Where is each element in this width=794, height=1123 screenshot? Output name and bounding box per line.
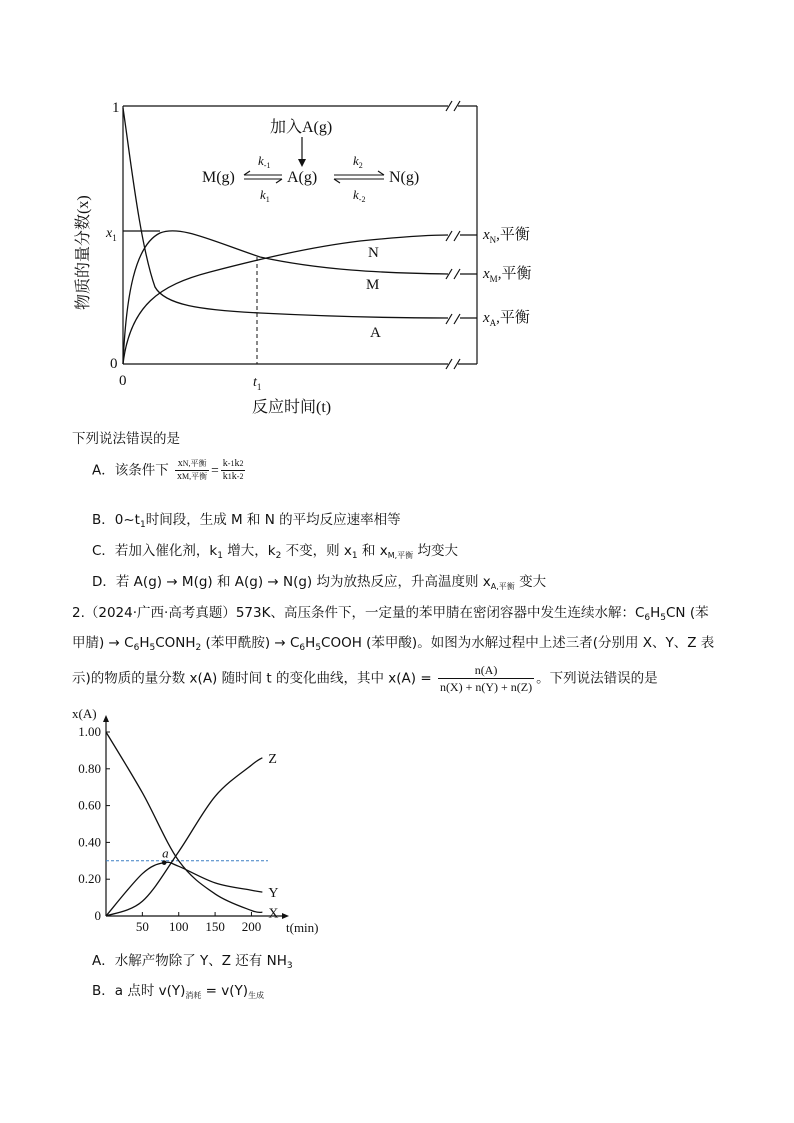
point-a bbox=[162, 860, 167, 865]
q2-line-1: 2.（2024·广西·高考真题）573K、高压条件下，一定量的苯甲腈在密闭容器中发生连续水解：$C_6H_5CN$ (苯 bbox=[72, 605, 709, 623]
svg-text:k1: $k_1$ bbox=[260, 187, 270, 204]
fig1-eq-N: $x_N$,平衡 bbox=[483, 227, 530, 245]
q2-line-2: 甲腈) → $C_6H_5CONH_2$ (苯甲酰胺) → $C_6H_5COOH$ (苯甲酸)。如图为水解过程中上述三者(分别用 X、Y、Z 表 bbox=[72, 635, 715, 653]
svg-text:k-1: $k_{-1}$ bbox=[258, 153, 271, 170]
q1-option-b[interactable]: B．$0\sim t_1$时间段，生成 M 和 N 的平均反应速率相等 bbox=[92, 512, 401, 530]
fig1-label-M: M bbox=[366, 277, 380, 293]
x-tick-label: 50 bbox=[135, 919, 149, 934]
y-tick-label: 0.20 bbox=[78, 871, 101, 887]
series-X bbox=[106, 732, 262, 912]
x-axis-arrow bbox=[282, 913, 289, 919]
y-tick-label: 1.00 bbox=[78, 724, 101, 739]
series-label-Z: Z bbox=[268, 751, 277, 767]
fig1-curve-N bbox=[123, 235, 448, 364]
q1-prompt: 下列说法错误的是 bbox=[72, 431, 180, 447]
svg-text:k-2: $k_{-2}$ bbox=[353, 187, 366, 204]
fig1-label-N: N bbox=[368, 245, 379, 261]
y-axis-arrow bbox=[103, 715, 109, 722]
fig1-x-label: 反应时间(t) bbox=[252, 399, 332, 416]
fig1-equilibrium-arrow-right bbox=[334, 171, 384, 183]
fig1-label-A: A bbox=[370, 325, 381, 341]
series-label-Y: Y bbox=[268, 886, 279, 902]
series-Z bbox=[106, 758, 262, 916]
fig1-equilibrium-arrow-left bbox=[244, 171, 282, 183]
fig1-eq-A: $x_A$,平衡 bbox=[483, 310, 530, 328]
y-tick-label: 0.80 bbox=[78, 760, 101, 776]
fig1-x-zero: 0 bbox=[119, 373, 127, 389]
series-label-X: X bbox=[268, 906, 279, 922]
fig1-add-A: 加入A(g) bbox=[270, 119, 333, 136]
y-tick-label: 0.40 bbox=[78, 834, 101, 850]
x-tick-label: 100 bbox=[168, 919, 189, 934]
q2-option-b[interactable]: B．a 点时 $v(Y)_{消耗} = v(Y)_{生成}$ bbox=[92, 983, 265, 1000]
fig1-axis-breaks bbox=[446, 101, 460, 369]
q1-option-a[interactable]: A．该条件下 $\frac{\text{xN,平衡}}{\text{xM,平衡}}$ = $\frac{k-1k2}{k1k-2}$ bbox=[92, 458, 244, 482]
svg-text:k2: $k_2$ bbox=[353, 153, 363, 170]
fig1-eq-M: $x_M$,平衡 bbox=[483, 266, 532, 284]
x-tick-label: 200 bbox=[241, 919, 262, 934]
q1-option-c[interactable]: C．若加入催化剂，$k_1$ 增大，$k_2$ 不变，则 $x_1$ 和 $x_{M,平衡}$ 均变大 bbox=[92, 543, 458, 561]
figure-2-chart bbox=[70, 705, 330, 940]
fig1-curve-M bbox=[123, 231, 448, 364]
figure-1-chart bbox=[60, 95, 560, 425]
point-a-label: a bbox=[162, 845, 169, 861]
fig1-mech-N: N(g) bbox=[389, 169, 420, 186]
y-tick-label: 0.60 bbox=[78, 797, 101, 813]
fig1-t1-label: $t_1$ bbox=[253, 375, 262, 392]
q1-option-d[interactable]: D．若 A(g) → M(g) 和 A(g) → N(g) 均为放热反应，升高温度则 $x_{A,平衡}$ 变大 bbox=[92, 574, 547, 591]
series-Y bbox=[106, 862, 262, 916]
x-tick-label: 150 bbox=[205, 919, 225, 934]
fig1-x1-label: $x_1$ bbox=[106, 226, 117, 243]
fig1-y-label: 物质的量分数(x) bbox=[75, 195, 92, 310]
q2-option-a[interactable]: A．水解产物除了 Y、Z 还有 $NH_3$ bbox=[92, 953, 293, 971]
fig1-y-zero: 0 bbox=[110, 356, 118, 372]
q2-line-3: 示)的物质的量分数 x(A) 随时间 t 的变化曲线，其中 x(A) = $\frac{n(A)}{n(X) + n(Y) + n(Z)}$ 。下列说法错误的是 bbox=[72, 663, 658, 694]
fig1-y-top: 1 bbox=[112, 100, 120, 116]
fig1-mech-M: M(g) bbox=[202, 169, 235, 186]
y-axis-label: x(A) bbox=[72, 706, 97, 721]
x-axis-label: t(min) bbox=[286, 920, 319, 935]
y-tick-label: 0 bbox=[94, 908, 101, 923]
fig1-mech-A: A(g) bbox=[287, 169, 318, 186]
